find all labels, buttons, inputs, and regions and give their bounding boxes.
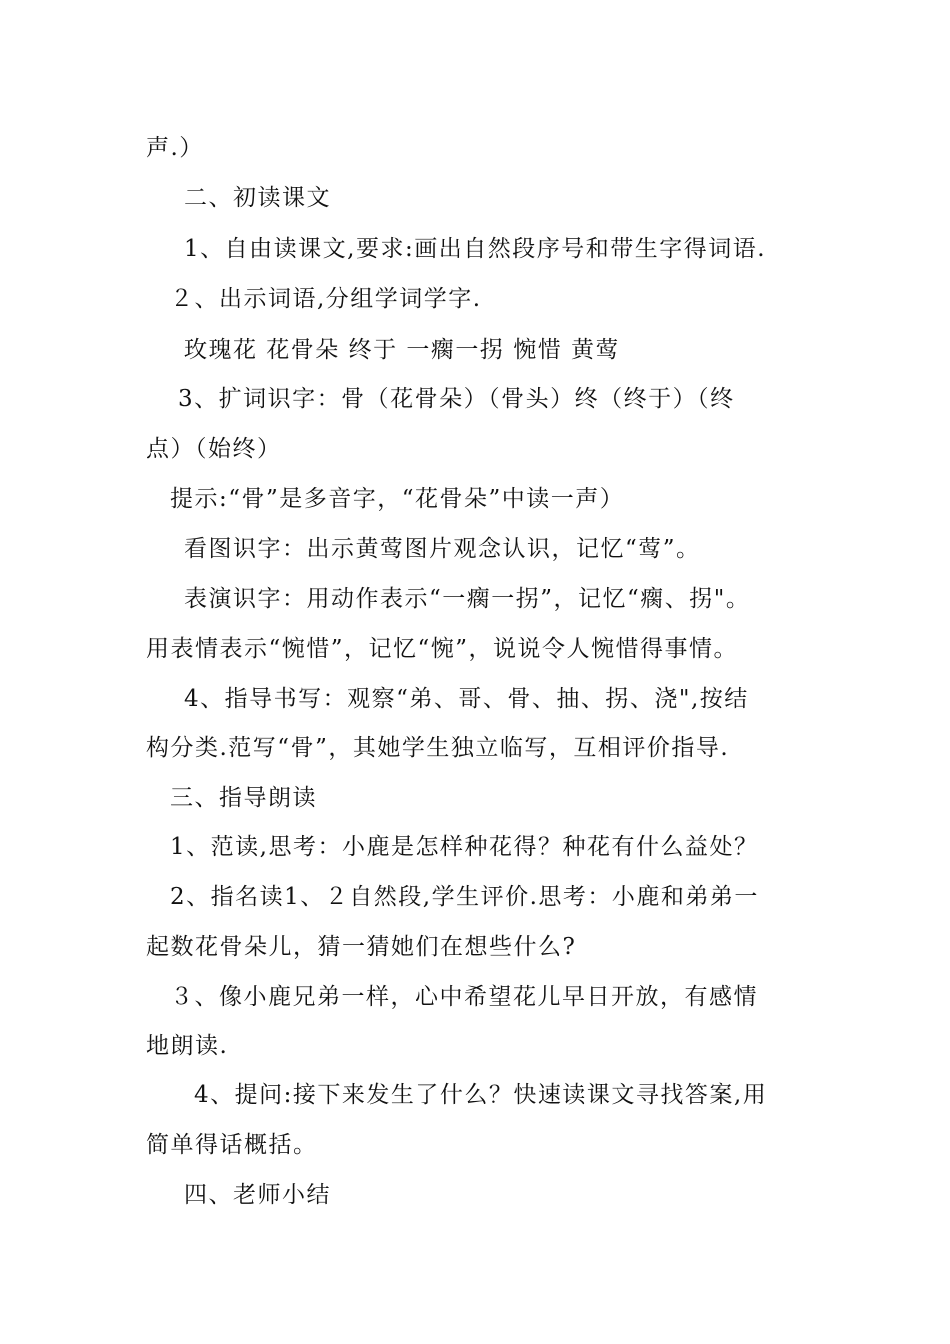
vocabulary-list: 玫瑰花 花骨朵 终于 一瘸一拐 惋惜 黄莺	[184, 337, 621, 363]
text-line: 提示:“骨”是多音字，“花骨朵”中读一声）	[170, 486, 625, 512]
text-line: 用表情表示“惋惜”，记忆“惋”，说说令人惋惜得事情。	[146, 636, 739, 662]
text-line: 3、扩词识字：骨（花骨朵）（骨头）终（终于）（终	[178, 386, 735, 412]
text-line: ３、像小鹿兄弟一样，心中希望花儿早日开放，有感情	[170, 984, 758, 1010]
text-line: 4、提问:接下来发生了什么？快速读课文寻找答案,用	[194, 1082, 768, 1108]
text-line: 2、指名读1、２自然段,学生评价.思考：小鹿和弟弟一	[170, 884, 759, 910]
text-line: 4、指导书写：观察“弟、哥、骨、抽、拐、浇",按结	[184, 686, 749, 712]
text-line: ２、出示词语,分组学词学字.	[170, 286, 482, 312]
section-heading: 四、老师小结	[184, 1182, 331, 1208]
text-line: 表演识字：用动作表示“一瘸一拐”，记忆“瘸、拐"。	[184, 586, 751, 612]
text-line: 看图识字：出示黄莺图片观念认识，记忆“莺”。	[184, 536, 701, 562]
section-heading: 二、初读课文	[184, 185, 331, 211]
text-line: 构分类.范写“骨”，其她学生独立临写，互相评价指导.	[146, 735, 730, 761]
section-heading: 三、指导朗读	[170, 785, 317, 811]
text-line: 1、范读,思考：小鹿是怎样种花得？种花有什么益处？	[170, 834, 759, 860]
text-line: 1、自由读课文,要求:画出自然段序号和带生字得词语.	[184, 236, 767, 262]
text-line: 地朗读.	[146, 1033, 229, 1059]
text-line: 点）（始终）	[146, 436, 282, 462]
text-line: 声.）	[146, 135, 204, 161]
text-line: 简单得话概括。	[146, 1132, 318, 1158]
text-line: 起数花骨朵儿，猜一猜她们在想些什么?	[146, 934, 577, 960]
